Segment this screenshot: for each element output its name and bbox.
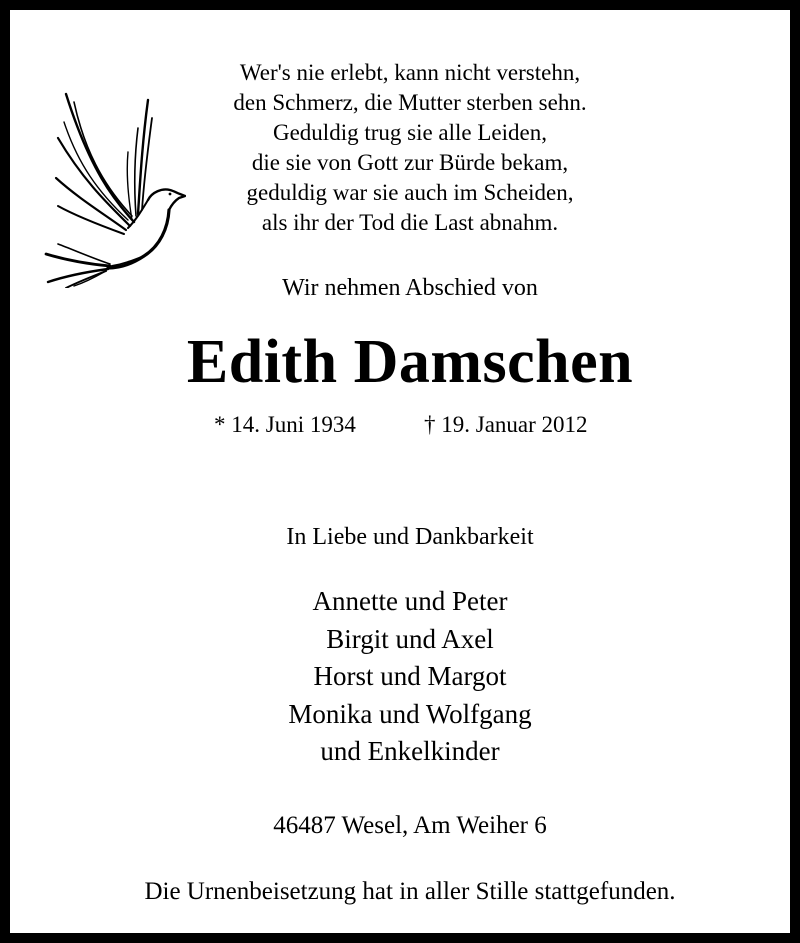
address: 46487 Wesel, Am Weiher 6 xyxy=(273,812,547,839)
deceased-name: Edith Damschen xyxy=(186,328,634,396)
family-member: Birgit und Axel xyxy=(326,623,494,654)
poem-line: geduldig war sie auch im Scheiden, xyxy=(246,180,574,205)
family-member: Monika und Wolfgang xyxy=(288,698,532,729)
poem-line: den Schmerz, die Mutter sterben sehn. xyxy=(233,90,587,115)
poem xyxy=(110,58,710,238)
family-list xyxy=(10,583,800,771)
death-date: † 19. Januar 2012 xyxy=(424,412,588,437)
birth-date: * 14. Juni 1934 xyxy=(214,412,356,437)
burial-notice: Die Urnenbeisetzung hat in aller Stille stattgefunden. xyxy=(144,878,676,905)
poem-line: Geduldig trug sie alle Leiden, xyxy=(272,120,547,145)
family-member: und Enkelkinder xyxy=(320,736,500,766)
family-member: Annette und Peter xyxy=(312,586,508,616)
family-member: Horst und Margot xyxy=(313,661,507,691)
poem-line: die sie von Gott zur Bürde bekam, xyxy=(251,150,569,175)
poem-line: als ihr der Tod die Last abnahm. xyxy=(261,210,559,235)
gratitude-line: In Liebe und Dankbarkeit xyxy=(286,524,534,550)
poem-line: Wer's nie erlebt, kann nicht verstehn, xyxy=(239,60,581,85)
farewell-line: Wir nehmen Abschied von xyxy=(282,275,538,301)
